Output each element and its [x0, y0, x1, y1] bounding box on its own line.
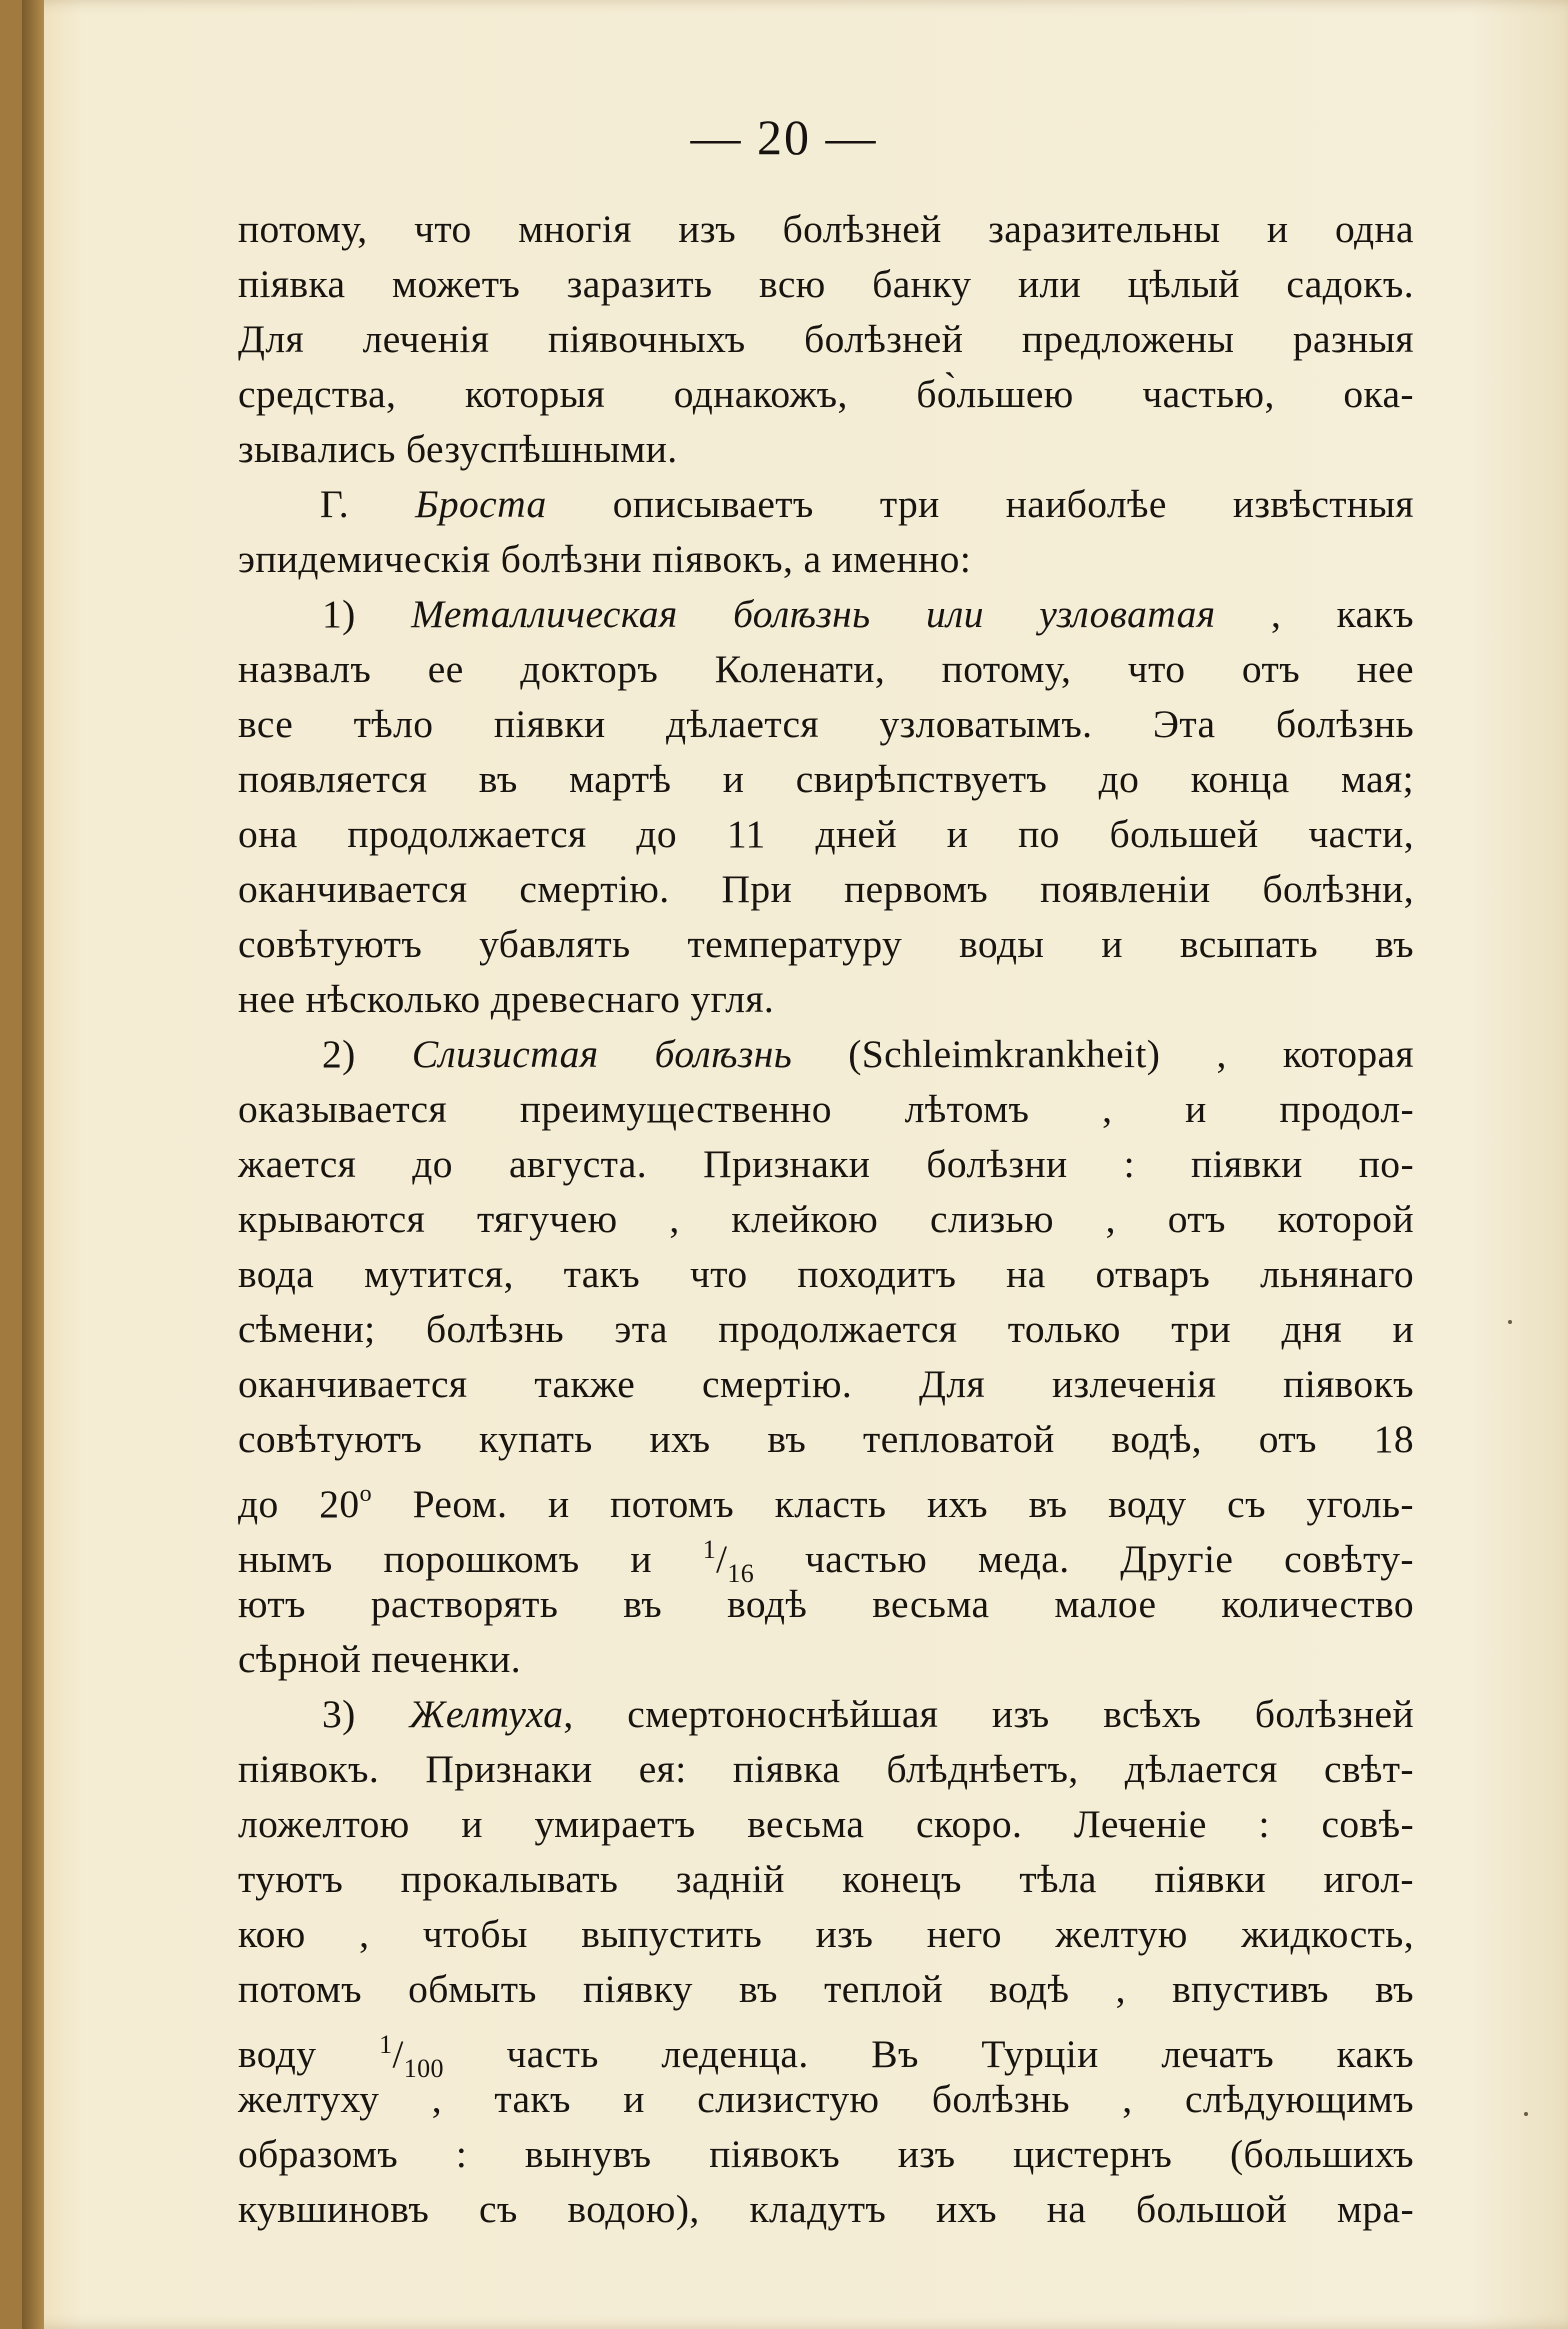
text-line-with-superscript: до 20$^o$ Реом. и потомъ класть ихъ въ воду съ уголь- — [238, 1481, 1414, 1526]
text-line: потому, что многія изъ болѣзней заразительны и одна — [238, 207, 1414, 251]
text-line: сѣрной печенки. — [238, 1637, 522, 1681]
text-line: совѣтуютъ убавлять температуру воды и всыпать въ — [238, 922, 1414, 966]
fraction: $^1/_{100}$ — [379, 2030, 444, 2083]
text-line-with-fraction: воду $^1/_{100}$ часть леденца. Въ Турціи лечатъ какъ — [238, 2030, 1414, 2083]
text-line: совѣтуютъ купать ихъ въ тепловатой водѣ, отъ 18 — [238, 1417, 1414, 1461]
text-line: ложелтою и умираетъ весьма скоро. Леченіе : совѣ- — [238, 1802, 1414, 1846]
text-line: туютъ прокалывать задній конецъ тѣла піявки игол- — [238, 1857, 1414, 1901]
text-line: піявка можетъ заразить всю банку или цѣлый садокъ. — [238, 262, 1414, 306]
text-line-with-italic: 1) Металлическая болѣзнь или узловатая , какъ — [322, 592, 1415, 636]
text-line: Для леченія піявочныхъ болѣзней предложены разныя — [238, 317, 1414, 361]
text-line: назвалъ ее докторъ Коленати, потому, что отъ нее — [238, 647, 1414, 691]
text-line: кою , чтобы выпустить изъ него желтую жидкость, — [238, 1912, 1414, 1956]
italic-term: Броста — [415, 482, 547, 526]
text-line-with-italic: Г. Броста описываетъ три наиболѣе извѣстныя — [320, 482, 1414, 526]
ink-speck — [1508, 1320, 1512, 1324]
text-line: образомъ : вынувъ піявокъ изъ цистернъ (большихъ — [238, 2132, 1414, 2176]
body-text — [238, 202, 1414, 2237]
text-line: піявокъ. Признаки ея: піявка блѣднѣетъ, дѣлается свѣт- — [238, 1747, 1414, 1791]
text-line: оканчивается смертію. При первомъ появленіи болѣзни, — [238, 867, 1414, 911]
text-line: потомъ обмыть піявку въ теплой водѣ , впустивъ въ — [238, 1967, 1414, 2011]
text-line: нее нѣсколько древеснаго угля. — [238, 977, 775, 1021]
italic-term: Слизистая болѣзнь — [411, 1032, 793, 1076]
text-line: оказывается преимущественно лѣтомъ , и продол- — [238, 1087, 1414, 1131]
text-line: оканчивается также смертію. Для излеченія піявокъ — [238, 1362, 1414, 1406]
italic-term: Металлическая болѣзнь или узловатая — [411, 592, 1216, 636]
page-binding-edge — [22, 0, 44, 2329]
text-line: эпидемическія болѣзни піявокъ, а именно: — [238, 537, 972, 581]
text-line: ютъ растворять въ водѣ весьма малое количество — [238, 1582, 1414, 1626]
text-line: все тѣло піявки дѣлается узловатымъ. Эта болѣзнь — [238, 702, 1414, 746]
text-line-with-italic: 3) Желтуха, смертоноснѣйшая изъ всѣхъ болѣзней — [322, 1692, 1415, 1736]
page-number: — 20 — — [690, 109, 878, 165]
text-line: вода мутится, такъ что походитъ на отваръ льнянаго — [238, 1252, 1414, 1296]
text-line-with-fraction: нымъ порошкомъ и $^1/_{16}$ частью меда. Другіе совѣту- — [238, 1535, 1414, 1588]
text-line: кувшиновъ съ водою), кладутъ ихъ на большой мра- — [238, 2187, 1414, 2231]
text-line: жается до августа. Признаки болѣзни : піявки по- — [238, 1142, 1414, 1186]
text-line: она продолжается до 11 дней и по большей части, — [238, 812, 1414, 856]
degree-sign: o — [359, 1481, 372, 1507]
fraction: $^1/_{16}$ — [702, 1535, 755, 1588]
text-line-with-italic: 2) Слизистая болѣзнь (Schleimkrankheit) , которая — [322, 1032, 1415, 1076]
ink-speck — [1524, 2112, 1528, 2116]
text-line: сѣмени; болѣзнь эта продолжается только три дня и — [238, 1307, 1414, 1351]
text-line: появляется въ мартѣ и свирѣпствуетъ до конца мая; — [238, 757, 1414, 801]
text-line: средства, которыя однакожъ, бо̀льшею частью, ока- — [238, 372, 1414, 416]
italic-term: Желтуха — [409, 1692, 564, 1736]
text-line: крываются тягучею , клейкою слизью , отъ которой — [238, 1197, 1414, 1241]
text-line: зывались безуспѣшными. — [238, 427, 678, 471]
text-line: желтуху , такъ и слизистую болѣзнь , слѣдующимъ — [238, 2077, 1414, 2121]
